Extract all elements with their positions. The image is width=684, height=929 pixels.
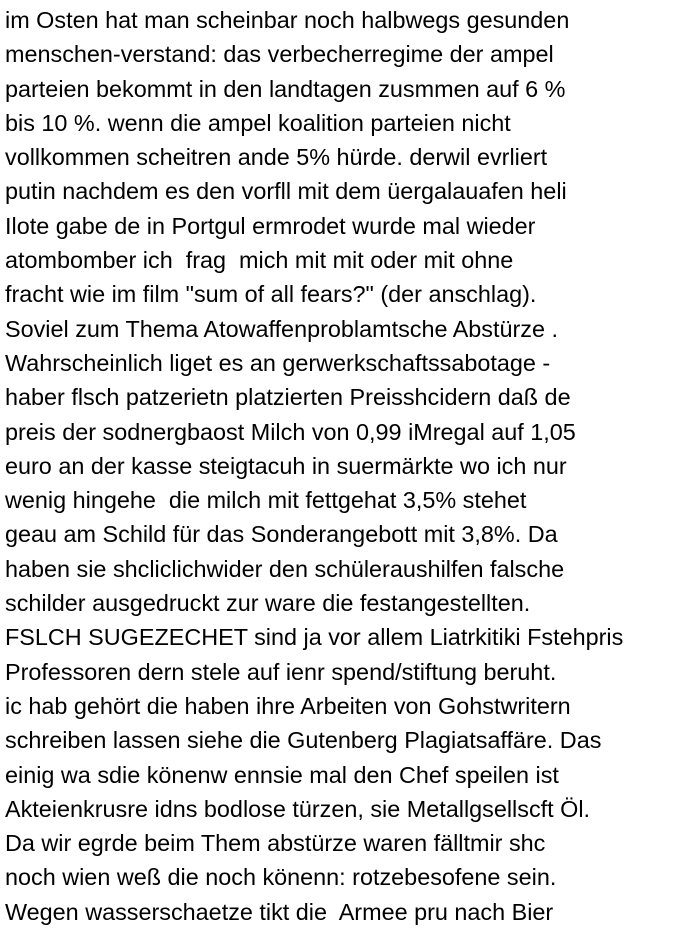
text-line: atombomber ich frag mich mit mit oder mit ohne bbox=[5, 247, 514, 274]
text-line: Soviel zum Thema Atowaffenproblamtsche Abstürze . bbox=[5, 315, 559, 342]
text-line: einig wa sdie könenw ennsie mal den Chef speilen ist bbox=[5, 761, 559, 788]
text-line: euro an der kasse steigtacuh in suermärkte wo ich nur bbox=[5, 452, 567, 479]
document-text bbox=[5, 3, 684, 929]
text-line: FSLCH SUGEZECHET sind ja vor allem Liatrkitiki Fstehpris bbox=[5, 624, 624, 651]
text-line: wenig hingehe die milch mit fettgehat 3,5% stehet bbox=[5, 487, 527, 514]
text-line: Ilote gabe de in Portgul ermrodet wurde mal wieder bbox=[5, 212, 536, 239]
text-line: Da wir egrde beim Them abstürze waren fälltmir shc bbox=[5, 830, 546, 857]
text-line: Wegen wasserschaetze tikt die Armee pru nach Bier bbox=[5, 898, 554, 925]
text-line: Professoren dern stele auf ienr spend/stiftung beruht. bbox=[5, 658, 557, 685]
text-line: preis der sodnergbaost Milch von 0,99 iMregal auf 1,05 bbox=[5, 418, 576, 445]
text-line: haben sie shcliclichwider den schüleraushilfen falsche bbox=[5, 555, 565, 582]
text-line: Akteienkrusre idns bodlose türzen, sie Metallgsellscft Öl. bbox=[5, 795, 591, 822]
text-line: noch wien weß die noch könenn: rotzebesofene sein. bbox=[5, 864, 557, 891]
text-line: im Osten hat man scheinbar noch halbwegs gesunden bbox=[5, 7, 570, 33]
text-line: schilder ausgedruckt zur ware die festangestellten. bbox=[5, 590, 531, 617]
text-line: menschen-verstand: das verbecherregime der ampel bbox=[5, 41, 554, 68]
text-line: schreiben lassen siehe die Gutenberg Plagiatsaffäre. Das bbox=[5, 727, 602, 754]
text-line: ic hab gehört die haben ihre Arbeiten von Gohstwritern bbox=[5, 692, 571, 719]
text-line: putin nachdem es den vorfll mit dem üergalauafen heli bbox=[5, 178, 567, 205]
text-line: fracht wie im film "sum of all fears?" (der anschlag). bbox=[5, 281, 537, 308]
text-line: haber flsch patzerietn platzierten Preisshcidern daß de bbox=[5, 384, 571, 411]
text-line: vollkommen scheitren ande 5% hürde. derwil evrliert bbox=[5, 144, 548, 171]
text-line: bis 10 %. wenn die ampel koalition parteien nicht bbox=[5, 109, 511, 136]
text-line: parteien bekommt in den landtagen zusmmen auf 6 % bbox=[5, 75, 566, 102]
text-line: Wahrscheinlich liget es an gerwerkschaftssabotage - bbox=[5, 349, 551, 376]
text-line: geau am Schild für das Sonderangebott mit 3,8%. Da bbox=[5, 521, 558, 548]
